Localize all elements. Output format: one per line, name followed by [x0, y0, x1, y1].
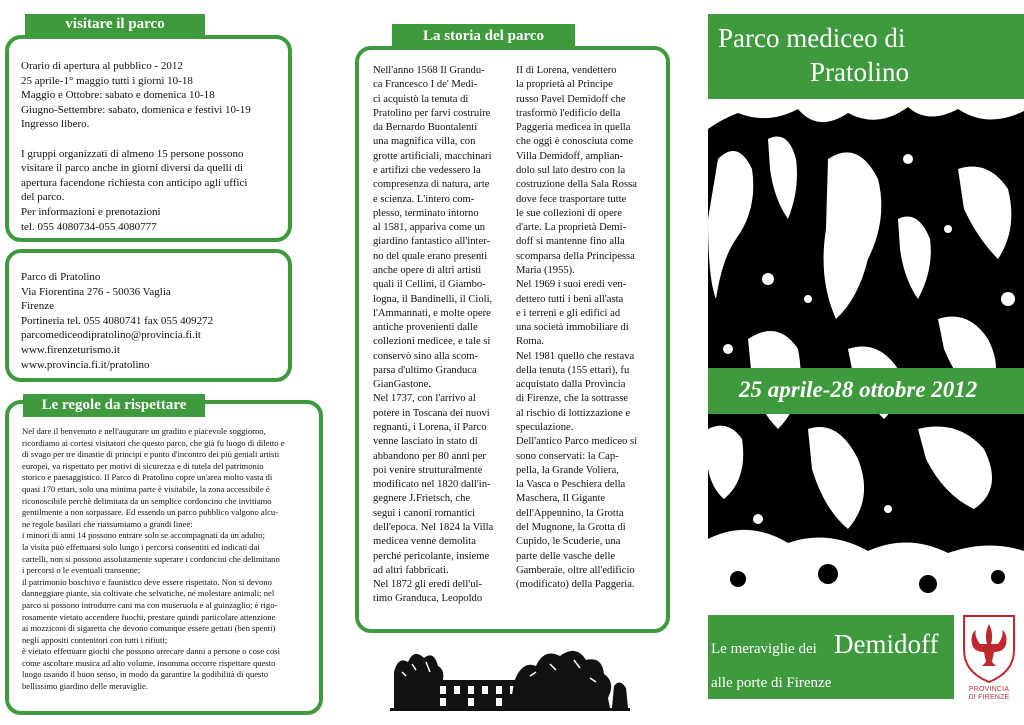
rules-box: [5, 400, 323, 715]
contact-box: [5, 249, 292, 382]
date-band: [708, 368, 1024, 414]
logo-line-2: DI FIRENZE: [968, 694, 1010, 701]
rules-tab: Le regole da rispettare: [23, 394, 205, 417]
fleur-de-lis-icon: [954, 606, 1024, 686]
logo-line-1: PROVINCIA: [968, 686, 1010, 693]
subtitle-line-2: alle porte di Firenze: [711, 675, 832, 691]
title-band: [708, 14, 1024, 99]
opening-hours-text: Orario di apertura al pubblico - 2012 25 aprile-1° maggio tutti i giorni 10-18 Maggio e Ottobre: sabato e domenica 10-18 Giugno-Settembre: sabato, domenica e festivi 10-19 Ingresso libero. I gruppi organizzati di almeno 15 persone possono visitare il parco anche in giorni diversi da quelli di apertura facendone richiesta con anticipo agli uffici del parco. Per informazioni e prenotazioni tel. 055 4080734-055 4080777: [21, 60, 251, 233]
subtitle-prefix: Le meraviglie dei: [711, 641, 817, 657]
park-photo: [708, 99, 1024, 615]
history-column-1: Nell'anno 1568 Il Grandu- ca Francesco I de' Medi- ci acquistò la tenuta di Pratolino per farvi costruire da Bernardo Buontalenti una magnifica villa, con grotte artificiali, macchinari e artifizi che vedessero la compresenza di natura, arte e scienza. L'intero com- plesso, terminato intorno al 1581, appariva come un giardino fantastico all'inter- no del quale erano presenti anche opere di altri artisti quali il Cellini, il Giambo- logna, il Bandinelli, il Cioli, l'Ammannati, e molte opere antiche provenienti dalle collezioni medicee, e tale si conservò sino alla scom- parsa d'ultimo Granduca GianGastone. Nel 1737, con l'arrivo al potere in Toscana dei nuovi regnanti, i Lorena, il Parco venne lasciato in stato di abbandono per 80 anni per poi venire strutturalmente modificato nel 1820 dall'in- gegnere J.Frietsch, che seguì i canoni romantici dell'epoca. Nel 1824 la Villa medicea venne demolita perché pericolante, insieme ad altri fabbricati. Nel 1872 gli eredi dell'ul- timo Granduca, Leopoldo: [373, 65, 494, 605]
visit-tab: visitare il parco: [25, 14, 205, 35]
subtitle-name: Demidoff: [834, 629, 939, 659]
event-dates: 25 aprile-28 ottobre 2012: [739, 377, 978, 402]
contact-info-text: Parco di Pratolino Via Fiorentina 276 - 50036 Vaglia Firenze Portineria tel. 055 4080741 fax 055 409272 parcomediceodipratolino@provincia.fi.it www.firenzeturismo.it www.provincia.fi.it/pratolino: [21, 271, 214, 371]
cover-title-line-2: Pratolino: [810, 57, 909, 87]
cover-title-line-1: Parco mediceo di: [718, 23, 906, 53]
villa-illustration: [390, 642, 630, 714]
hours-box: [5, 35, 292, 242]
subtitle-band: [708, 615, 954, 699]
provincia-logo: [954, 606, 1024, 716]
rules-text: Nel dare il benvenuto e nell'augurare un gradito e piacevole soggiorno, ricordiamo ai cortesi visitatori che questo parco, che già fu luogo di diletto e di svago per tre dinastie di principi e punto d'incontro dei più geniali artisti europei, va rispettato per motivi di sicurezza e di tutela del patrimonio storico e paesaggistico. Il Parco di Pratolino copre un'area molto vasta di quasi 170 ettari, solo una minima parte è visitabile, la zona accessibile è riconoscibile perchè delimitata da un semplice cordoncino che invitiamo gentilmente a non sorpassare. Ed essendo un parco pubblico valgono alcu- ne regole basilari che riassumiamo a grandi linee: i minori di anni 14 possono entrare solo se accompagnati da un adulto; la visita può effettuarsi solo lungo i percorsi consentiti ed indicati dai cartelli, non si possono assolutamente superare i cordoncini che delimitano i percorsi o le eventuali transenne; il patrimonio boschivo e faunistico deve essere rispettato. Non si devono danneggiare piante, sia coltivate che selvatiche, né molestare animali; nel parco si possono introdurre cani ma con museruola e al guinzaglio; è rigo- rosamente vietato accendere fuochi, prestare quindi particolare attenzione ai mozziconi di sigaretta che devono comunque essere gettati (ben spenti) negli appositi contenitori con tutti i rifiuti; è vietato effettuare giochi che possono arrecare danni a persone o cose così come ascoltare musica ad alto volume, insomma occorre rispettare questo luogo usando il buon senso, in modo da garantire la godibilità di questo bellissimo giardino delle meraviglie.: [22, 426, 285, 692]
history-box: [355, 46, 670, 633]
history-column-2: II di Lorena, vendettero la proprietà al Principe russo Pavel Demidoff che trasformò l'edificio della Paggeria medicea in quella che oggi è conosciuta come Villa Demidoff, amplian- dolo sul lato destro con la costruzione della Sala Rossa dove fece trasportare tutte le sue collezioni di opere d'arte. La proprietà Demi- doff si mantenne fino alla scomparsa della Principessa Maria (1955). Nel 1969 i suoi eredi ven- dettero tutti i beni all'asta e i terreni e gli edifici ad una società immobiliare di Roma. Nel 1981 quello che restava della tenuta (155 ettari), fu acquistato dalla Provincia di Firenze, che la sottrasse al rischio di lottizzazione e speculazione. Dell'antico Parco mediceo si sono conservati: la Cap- pella, la Grande Voliera, la Vasca o Peschiera della Maschera, Il Gigante dell'Appennino, la Grotta del Mugnone, la Grotta di Cupido, le Scuderie, una parte delle vasche delle Gamberaie, oltre all'edificio (modificato) della Paggeria.: [516, 65, 638, 591]
history-tab: La storia del parco: [392, 24, 575, 48]
